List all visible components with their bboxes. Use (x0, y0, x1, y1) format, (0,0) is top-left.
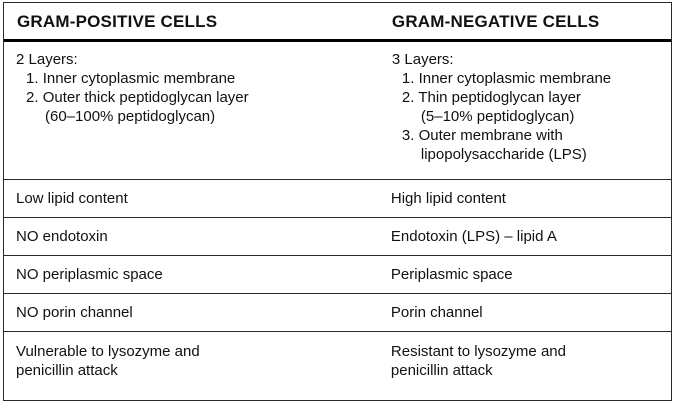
table-cell-gram-positive (4, 342, 361, 380)
table-header-row (4, 3, 671, 42)
list-subtext: (60–100% peptidoglycan) (45, 108, 216, 125)
layer-list-item (392, 126, 671, 164)
table-cell-gram-negative: Endotoxin (LPS) – lipid A (390, 228, 557, 245)
list-text: Outer thick peptidoglycan layer (42, 89, 249, 106)
table-cell-gram-negative: High lipid content (390, 190, 506, 207)
cell-line: penicillin attack (390, 362, 493, 379)
list-number: 2. (401, 89, 415, 106)
table-row (4, 180, 671, 218)
table-row (4, 294, 671, 332)
table-cell-gram-negative: Periplasmic space (390, 266, 513, 283)
cell-line: Vulnerable to lysozyme and (16, 343, 200, 360)
table-row (4, 218, 671, 256)
list-text: Thin peptidoglycan layer (418, 89, 581, 106)
table-row (4, 256, 671, 294)
list-text: Inner cytoplasmic membrane (42, 70, 236, 87)
list-subtext: (5–10% peptidoglycan) (420, 108, 575, 125)
layer-list-item (392, 88, 671, 126)
layer-list-item (16, 88, 361, 126)
gram-negative-layers-cell (361, 50, 671, 164)
list-number: 1. (401, 70, 415, 87)
comparison-table (3, 2, 672, 401)
list-number: 2. (26, 89, 39, 106)
table-cell-gram-positive: NO periplasmic space (16, 266, 163, 283)
cell-line: penicillin attack (16, 362, 118, 379)
gram-positive-layers-cell (4, 50, 361, 126)
table-row-layers (4, 42, 671, 180)
layers-title: 2 Layers: (16, 51, 78, 68)
header-gram-positive: GRAM-POSITIVE CELLS (17, 11, 218, 31)
table-cell-gram-positive: Low lipid content (16, 190, 128, 207)
list-text: Inner cytoplasmic membrane (418, 70, 612, 87)
header-gram-negative: GRAM-NEGATIVE CELLS (391, 11, 600, 31)
layers-title: 3 Layers: (391, 51, 454, 68)
layer-list-item (392, 69, 671, 88)
layer-list-item (16, 69, 361, 88)
list-number: 3. (401, 127, 415, 144)
table-cell-gram-positive: NO porin channel (16, 304, 133, 321)
cell-line: Resistant to lysozyme and (390, 343, 566, 360)
list-subtext: lipopolysaccharide (LPS) (420, 146, 587, 163)
list-number: 1. (26, 70, 39, 87)
table-row-lysozyme (4, 332, 671, 402)
table-cell-gram-negative (361, 342, 671, 380)
list-text: Outer membrane with (418, 127, 563, 144)
table-cell-gram-negative: Porin channel (390, 304, 483, 321)
table-cell-gram-positive: NO endotoxin (16, 228, 108, 245)
